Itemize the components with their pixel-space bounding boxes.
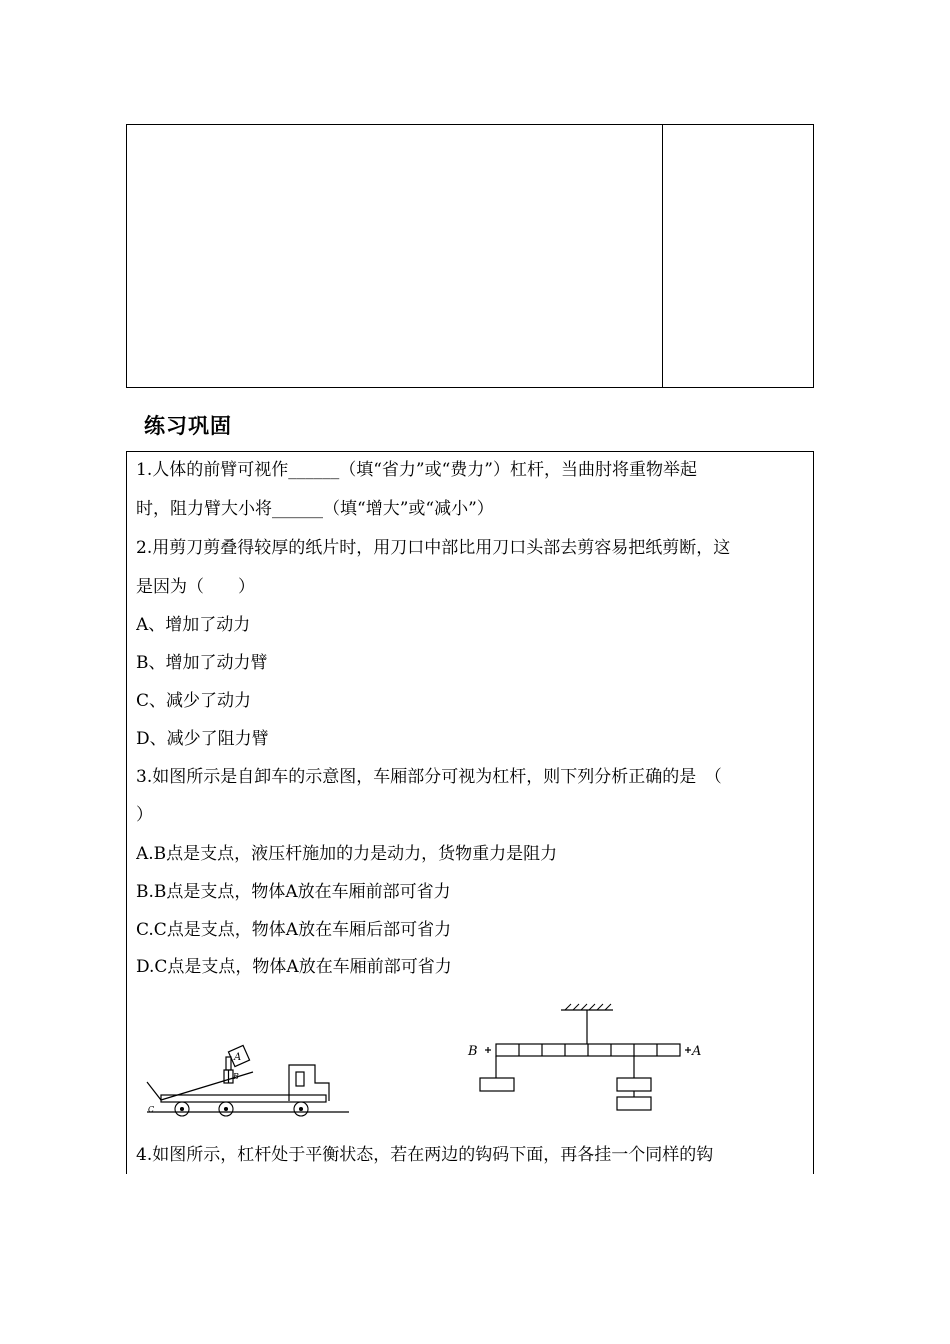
lever-label-a: A	[692, 1044, 702, 1059]
q3-option-a: A.B点是支点，液压杆施加的力是动力，货物重力是阻力	[136, 844, 558, 864]
lever-figure	[480, 1004, 691, 1110]
q4-line-1: 4.如图所示，杠杆处于平衡状态，若在两边的钩码下面，再各挂一个同样的钩	[136, 1145, 714, 1165]
exercise-box	[126, 451, 814, 1174]
right-weight-2	[617, 1097, 651, 1110]
q2-option-a: A、增加了动力	[136, 615, 251, 635]
truck-label-b: B	[233, 1072, 239, 1081]
hydraulic-piston	[226, 1057, 231, 1070]
ceiling-hatch	[565, 1004, 611, 1010]
q3-line-1: 3.如图所示是自卸车的示意图，车厢部分可视为杠杆，则下列分析正确的是 （	[136, 767, 722, 787]
truck-chassis	[161, 1095, 326, 1102]
right-weight-1	[617, 1078, 651, 1091]
q2-option-c: C、减少了动力	[136, 691, 252, 711]
cab-window	[296, 1072, 304, 1086]
q1-line-2: 时，阻力臂大小将______（填“增大”或“减小”）	[136, 499, 494, 519]
truck-label-a: A	[234, 1052, 242, 1063]
q2-line-1: 2.用剪刀剪叠得较厚的纸片时，用刀口中部比用刀口头部去剪容易把纸剪断，这	[136, 538, 731, 558]
q3-option-d: D.C点是支点，物体A放在车厢前部可省力	[136, 957, 452, 977]
q3-line-2: ）	[136, 805, 153, 825]
truck-label-c: C	[148, 1105, 155, 1114]
dump-truck-figure	[147, 1045, 349, 1116]
q3-option-b: B.B点是支点，物体A放在车厢前部可省力	[136, 882, 451, 902]
lever-divisions	[519, 1044, 657, 1056]
lever-label-b: B	[468, 1044, 478, 1059]
q1-line-1: 1.人体的前臂可视作______（填“省力”或“费力”）杠杆，当曲肘将重物举起	[136, 460, 697, 480]
q2-line-2: 是因为（ ）	[136, 577, 255, 597]
section-title: 练习巩固	[144, 414, 232, 438]
empty-table	[126, 124, 814, 388]
figures-svg	[127, 452, 814, 1174]
q3-option-c: C.C点是支点，物体A放在车厢后部可省力	[136, 920, 452, 940]
table-column-divider	[662, 125, 663, 387]
left-weight	[480, 1078, 514, 1091]
q2-option-b: B、增加了动力臂	[136, 653, 268, 673]
q2-option-d: D、减少了阻力臂	[136, 729, 269, 749]
